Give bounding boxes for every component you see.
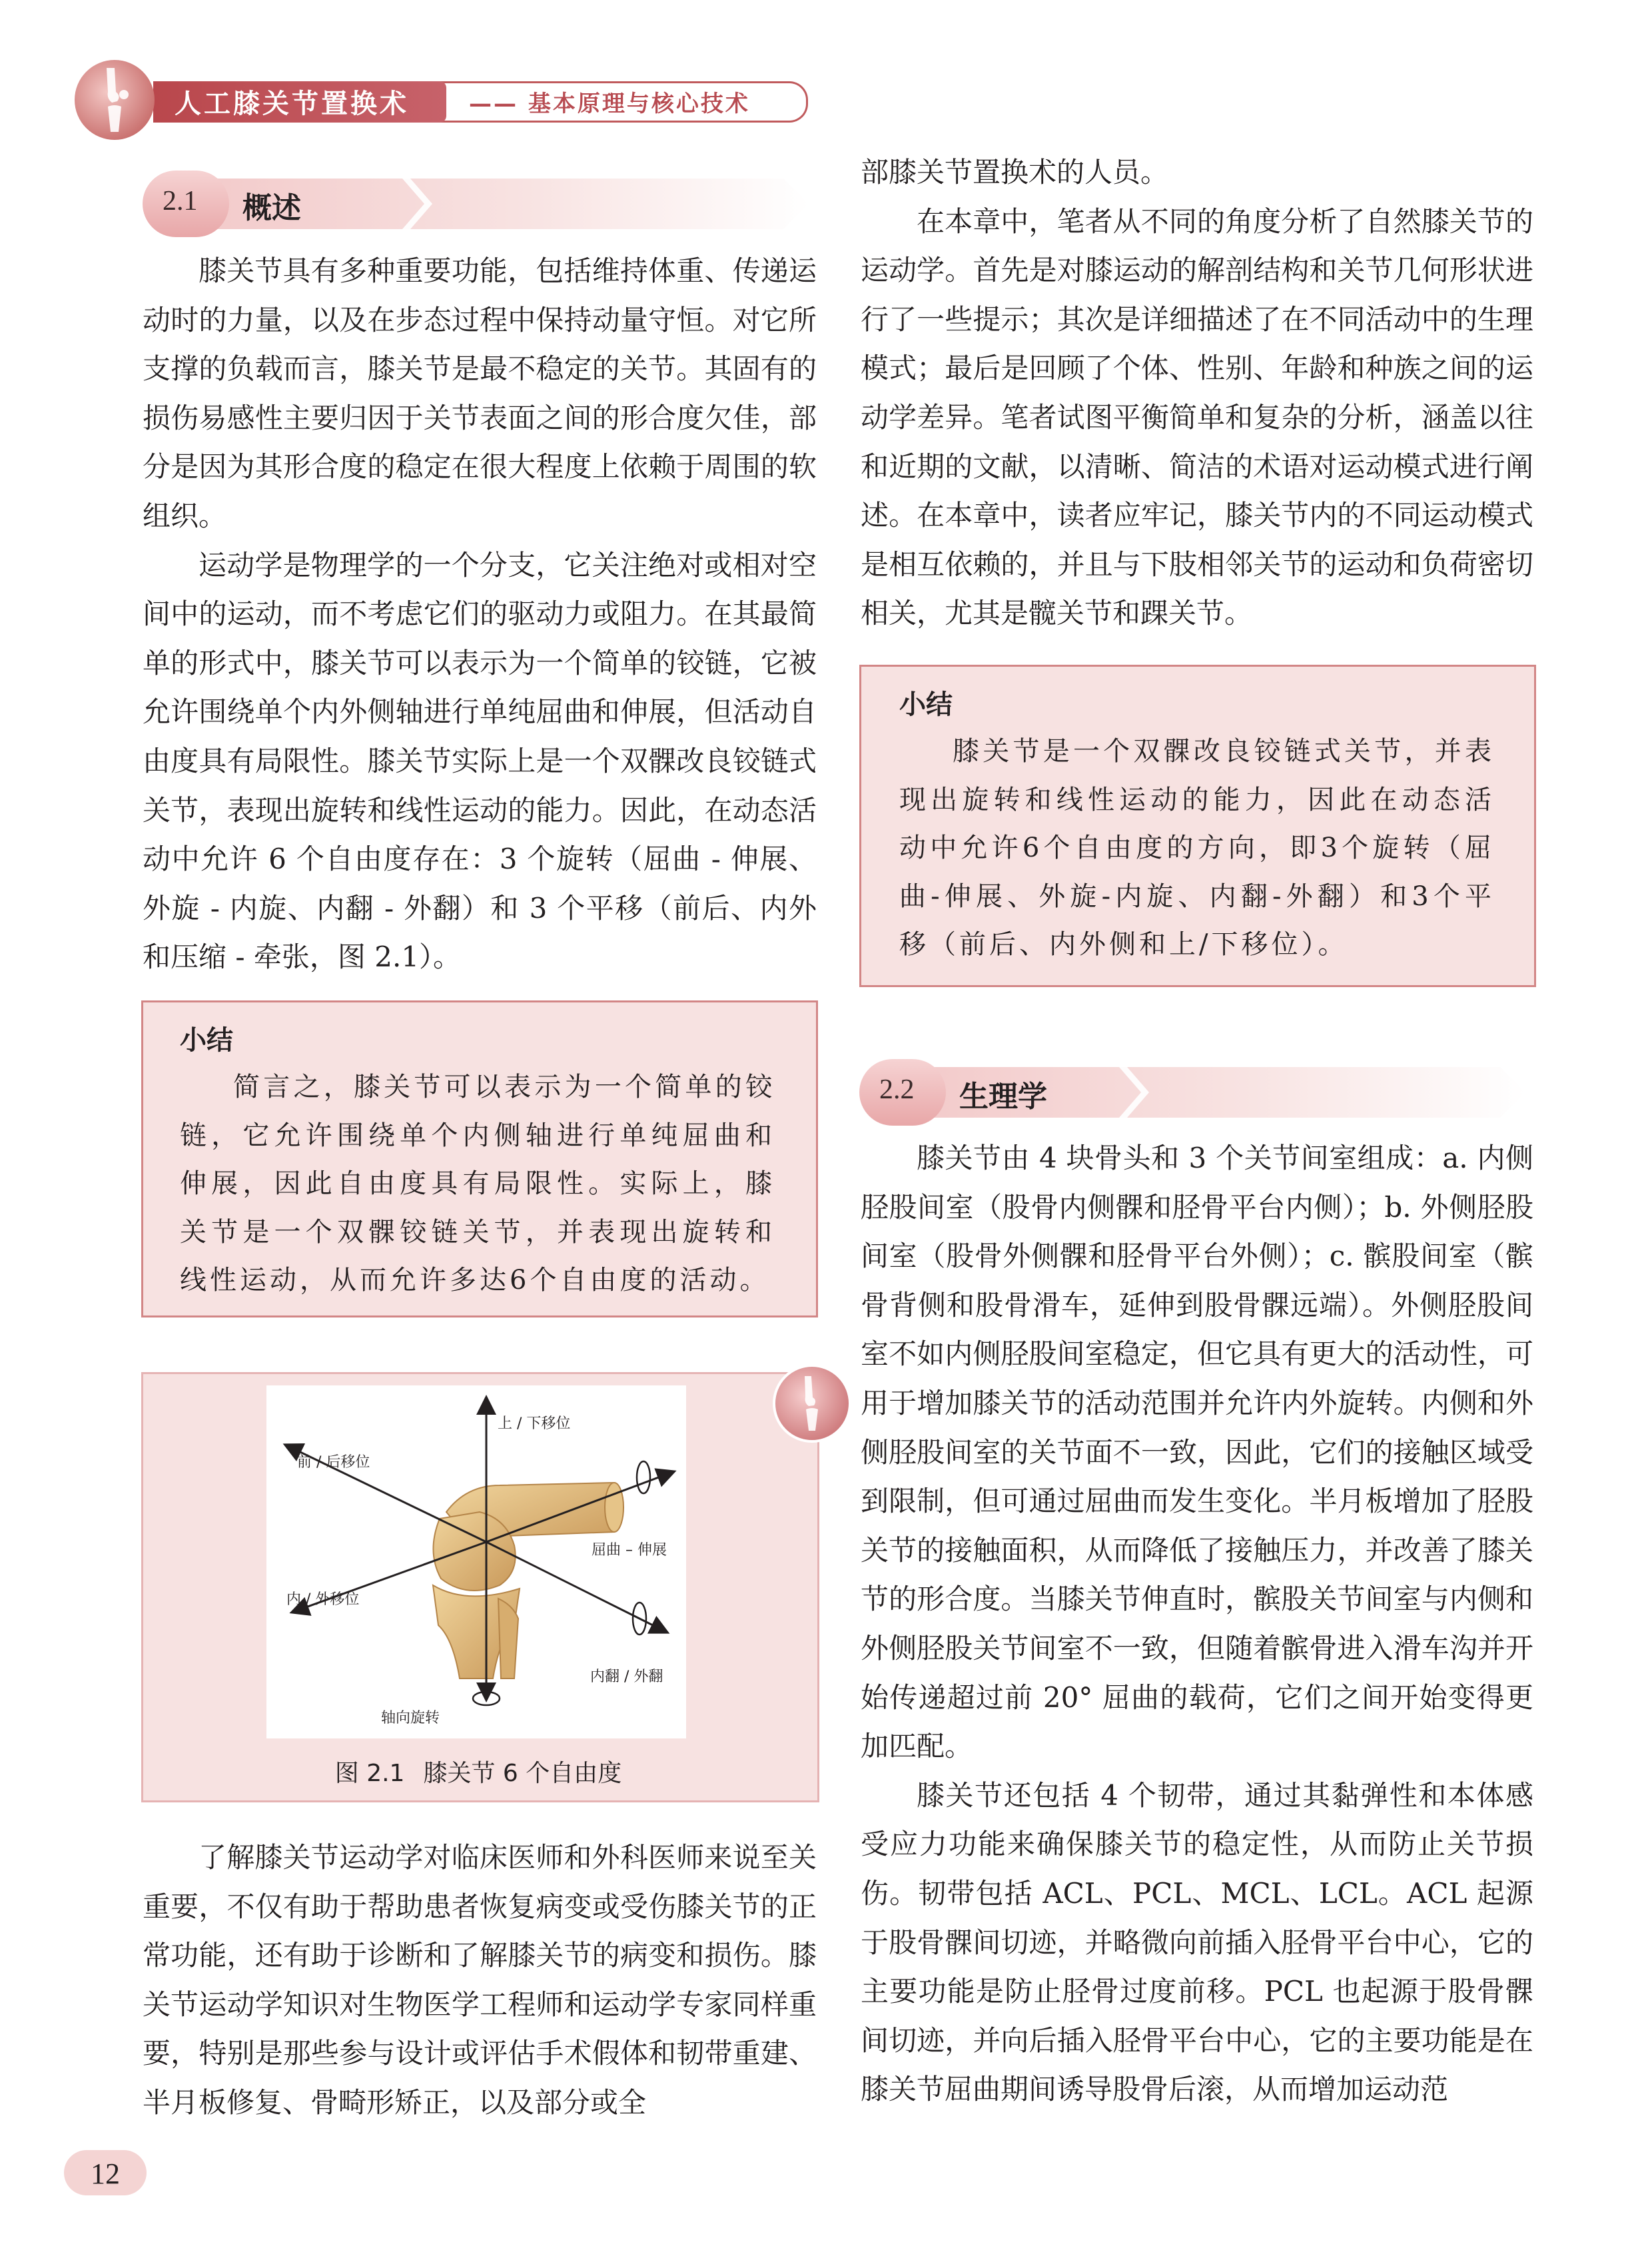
- figure-number: 图 2.1: [334, 1760, 405, 1787]
- label-up-down: 上 / 下移位: [498, 1415, 571, 1432]
- paragraph: 膝关节还包括 4 个韧带，通过其黏弹性和本体感受应力功能来确保膝关节的稳定性，从而防止关节损伤。韧带包括 ACL、PCL、MCL、LCL。ACL 起源于股骨髁间切迹，并略微向前插入胫骨平台中心，它的主要功能是防止胫骨过度前移。PCL 也起源于股骨髁间切迹，并向后插入胫骨平台中心，它的主要功能是在膝关节屈曲期间诱导股骨后滚，从而增加运动范: [861, 1778, 1533, 2106]
- summary-paragraph: 简言之，膝关节可以表示为一个简单的铰链，它允许围绕单个内侧轴进行单纯屈曲和伸展，因此自由度具有局限性。实际上，膝关节是一个双髁铰链关节，并表现出旋转和线性运动，从而允许多达6个自由度的活动。: [180, 1072, 775, 1296]
- paragraph: 在本章中，笔者从不同的角度分析了自然膝关节的运动学。首先是对膝运动的解剖结构和关节几何形状进行了一些提示；其次是详细描述了在不同活动中的生理模式；最后是回顾了个体、性别、年龄和种族之间的运动学差异。笔者试图平衡简单和复杂的分析，涵盖以往和近期的文献，以清晰、简洁的术语对运动模式进行阐述。在本章中，读者应牢记，膝关节内的不同运动模式是相互依赖的，并且与下肢相邻关节的运动和负荷密切相关，尤其是髋关节和踝关节。: [861, 204, 1533, 630]
- summary-text: [899, 727, 1495, 969]
- section-heading-2-1: [143, 171, 809, 237]
- summary-title: 小结: [899, 689, 953, 720]
- knee-badge-icon: [773, 1364, 851, 1443]
- label-axial: 轴向旋转: [381, 1710, 440, 1726]
- page-number: 12: [91, 2157, 120, 2190]
- label-ant-post: 前 / 后移位: [297, 1454, 370, 1471]
- paragraph: 膝关节具有多种重要功能，包括维持体重、传递运动时的力量，以及在步态过程中保持动量守恒。对它所支撑的负载而言，膝关节是最不稳定的关节。其固有的损伤易感性主要归因于关节表面之间的形合度欠佳，部分是因为其形合度的稳定在很大程度上依赖于周围的软组织。: [143, 254, 817, 532]
- left-column-bottom: [143, 1833, 817, 2127]
- label-flex-ext: 屈曲 – 伸展: [592, 1542, 667, 1559]
- section-number: 2.1: [163, 186, 198, 216]
- page-number-badge: [64, 2150, 147, 2195]
- knee-logo-icon: [75, 60, 155, 140]
- book-title: 人工膝关节置换术: [175, 89, 409, 119]
- summary-paragraph: 膝关节是一个双髁改良铰链式关节，并表现出旋转和线性运动的能力，因此在动态活动中允许6个自由度的方向，即3个旋转（屈曲-伸展、外旋-内旋、内翻-外翻）和3个平移（前后、内外侧和上/下移位）。: [899, 736, 1495, 960]
- paragraph: 了解膝关节运动学对临床医师和外科医师来说至关重要，不仅有助于帮助患者恢复病变或受伤膝关节的正常功能，还有助于诊断和了解膝关节的病变和损伤。膝关节运动学知识对生物医学工程师和运动学专家同样重要，特别是那些参与设计或评估手术假体和韧带重建、半月板修复、骨畸形矫正，以及部分或全: [143, 1841, 817, 2119]
- right-column-bottom: [861, 1134, 1533, 2114]
- right-column-top: [861, 148, 1533, 638]
- paragraph: 膝关节由 4 块骨头和 3 个关节间室组成：a. 内侧胫股间室（股骨内侧髁和胫骨平台内侧）；b. 外侧胫股间室（股骨外侧髁和胫骨平台外侧）；c. 髌股间室（髌骨背侧和股骨滑车，延伸到股骨髁远端）。外侧胫股间室不如内侧胫股间室稳定，但它具有更大的活动性，可用于增加膝关节的活动范围并允许内外旋转。内侧和外侧胫股间室的关节面不一致，因此，它们的接触区域受到限制，但可通过屈曲而发生变化。半月板增加了胫股关节的接触面积，从而降低了接触压力，并改善了膝关节的形合度。当膝关节伸直时，髌股关节间室与内侧和外侧胫股关节间室不一致，但随着髌骨进入滑车沟并开始传递超过前 20° 屈曲的载荷，它们之间开始变得更加匹配。: [861, 1142, 1533, 1763]
- label-med-lat: 内 / 外移位: [286, 1591, 360, 1608]
- label-var-val: 内翻 / 外翻: [590, 1669, 663, 1685]
- figure-caption: [141, 1754, 815, 1788]
- section-title: 生理学: [959, 1080, 1047, 1114]
- section-heading-2-2: [859, 1059, 1525, 1126]
- section-title: 概述: [242, 191, 301, 225]
- paragraph: 运动学是物理学的一个分支，它关注绝对或相对空间中的运动，而不考虑它们的驱动力或阻力。在其最简单的形式中，膝关节可以表示为一个简单的铰链，它被允许围绕单个内外侧轴进行单纯屈曲和伸展，但活动自由度具有局限性。膝关节实际上是一个双髁改良铰链式关节，表现出旋转和线性运动的能力。因此，在动态活动中允许 6 个自由度存在：3 个旋转（屈曲 - 伸展、外旋 - 内旋、内翻 - 外翻）和 3 个平移（前后、内外和压缩 - 牵张，图 2.1）。: [143, 548, 817, 974]
- left-column-top: [143, 246, 817, 982]
- figure-caption-text: 膝关节 6 个自由度: [423, 1760, 622, 1787]
- summary-text: [180, 1063, 775, 1305]
- section-number: 2.2: [879, 1074, 915, 1105]
- book-subtitle: —— 基本原理与核心技术: [469, 91, 750, 117]
- summary-title: 小结: [180, 1025, 233, 1056]
- paragraph: 部膝关节置换术的人员。: [861, 156, 1169, 188]
